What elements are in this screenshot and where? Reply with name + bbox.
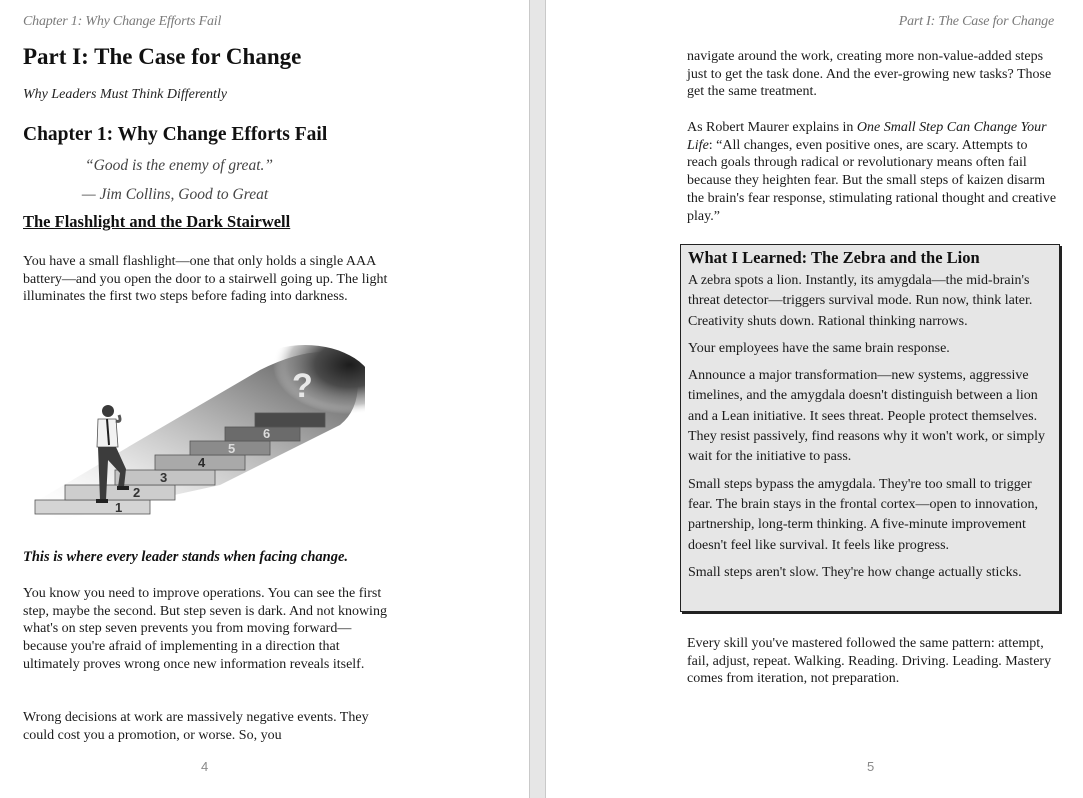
maurer-quote: : “All changes, even positive ones, are scary. Attempts to reach goals through radical or revolutionary means often fail because they heighten fear. But the small steps of kaizen disarm the brain's fear response, stimulating rational thought and creative play.” (687, 137, 1057, 224)
right-page (547, 0, 1083, 798)
paragraph-maurer (687, 119, 1059, 225)
chapter-title: Chapter 1: Why Change Efforts Fail (23, 124, 328, 145)
step-label-6: 6 (263, 426, 271, 441)
maurer-lead: As Robert Maurer explains in (687, 120, 857, 135)
page-gutter (529, 0, 546, 798)
left-page (0, 0, 529, 798)
step-1 (35, 500, 150, 514)
step-7 (255, 413, 325, 427)
callout-paragraph: Announce a major transformation—new systems, aggressive timelines, and the amygdala doesn't distinguish between a lion and a Lean initiative. It sees threat. People protect themselves. They resist passively, find reasons why it won't work, or simply wait for the initiative to pass. (688, 368, 1046, 465)
step-label-3: 3 (160, 470, 168, 485)
callout-paragraph: Your employees have the same brain response. (688, 340, 950, 356)
step-label-2: 2 (133, 485, 141, 500)
part-subtitle: Why Leaders Must Think Differently (23, 87, 228, 102)
question-mark: ? (292, 367, 313, 405)
paragraph-continuation: navigate around the work, creating more non-value-added steps just to get the task done. And the ever-growing new tasks? Those get the same treatment. (687, 49, 1052, 100)
epigraph-attribution: — Jim Collins, Good to Great (81, 186, 269, 203)
section-title: The Flashlight and the Dark Stairwell (23, 212, 291, 231)
step-label-5: 5 (228, 441, 236, 456)
paragraph-flashlight: You have a small flashlight—one that only holds a single AAA battery—and you open the door to a stairwell going up. The light illuminates the first two steps before fading into darkness. (23, 254, 388, 305)
callout-box (680, 244, 1060, 612)
staircase-illustration (20, 345, 365, 525)
page-number-left: 4 (201, 759, 209, 774)
running-head-left: Chapter 1: Why Change Efforts Fail (23, 14, 222, 29)
paragraph-step-seven: You know you need to improve operations. You can see the first step, maybe the second. But step seven is dark. And not knowing what's on step seven prevents you from moving forward—because you're afraid of implementing in a direction that ultimately proves wrong once new information reveals itself. (23, 586, 387, 672)
book-title: One Small Step Can Change Your Life (687, 120, 1047, 153)
step-label-4: 4 (198, 455, 206, 470)
callout-paragraph: A zebra spots a lion. Instantly, its amygdala—the mid-brain's threat detector—triggers survival mode. Run now, think later. Creativity shuts down. Rational thinking narrows. (688, 273, 1033, 329)
running-head-right: Part I: The Case for Change (898, 14, 1054, 29)
part-title: Part I: The Case for Change (23, 44, 302, 69)
paragraph-wrong-decisions: Wrong decisions at work are massively negative events. They could cost you a promotion, or worse. So, you (23, 710, 369, 743)
page-number-right: 5 (867, 759, 875, 774)
step-label-1: 1 (115, 500, 123, 515)
figure-caption: This is where every leader stands when facing change. (23, 549, 349, 565)
callout-title: What I Learned: The Zebra and the Lion (688, 248, 980, 267)
callout-paragraph: Small steps aren't slow. They're how change actually sticks. (688, 564, 1022, 580)
callout-paragraph: Small steps bypass the amygdala. They're too small to trigger fear. The brain stays in the frontal cortex—open to innovation, partnership, long-term thinking. A five-minute improvement doesn't feel like survival. It feels like progress. (688, 476, 1039, 553)
paragraph-closing: Every skill you've mastered followed the same pattern: attempt, fail, adjust, repeat. Walking. Reading. Driving. Leading. Mastery comes from iteration, not preparation. (687, 636, 1052, 687)
epigraph-quote: “Good is the enemy of great.” (85, 157, 273, 174)
